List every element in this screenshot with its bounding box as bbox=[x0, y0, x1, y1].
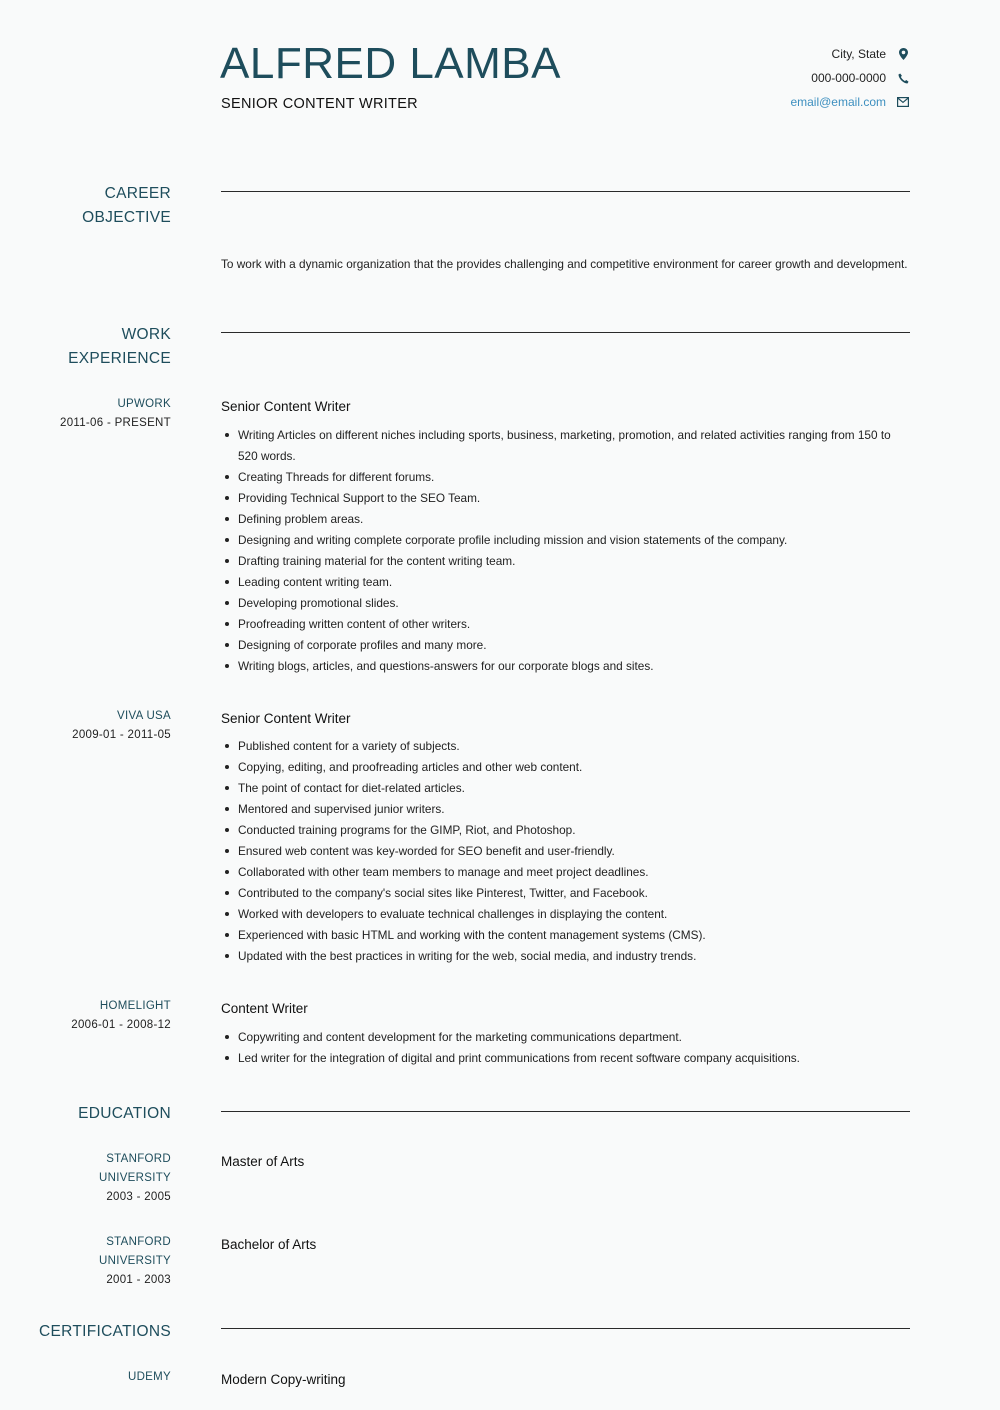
job-meta bbox=[0, 395, 171, 433]
education-dates: 2003 - 2005 bbox=[106, 1191, 171, 1203]
location-text: City, State bbox=[831, 47, 886, 61]
job-dates: 2006-01 - 2008-12 bbox=[71, 1019, 171, 1031]
job-bullet: Contributed to the company's social sites like Pinterest, Twitter, and Facebook. bbox=[238, 883, 911, 904]
phone-text: 000-000-0000 bbox=[811, 71, 886, 85]
job-bullet: The point of contact for diet-related articles. bbox=[238, 778, 911, 799]
certification-issuer: UDEMY bbox=[127, 1371, 171, 1383]
job-bullet: Leading content writing team. bbox=[238, 572, 911, 593]
job-bullet: Copywriting and content development for the marketing communications department. bbox=[238, 1027, 911, 1048]
job-bullet: Creating Threads for different forums. bbox=[238, 467, 911, 488]
career-objective-text: To work with a dynamic organization that the provides challenging and competitive environment for career growth and development. bbox=[221, 257, 908, 271]
job-bullet: Designing and writing complete corporate profile including mission and vision statements of the company. bbox=[238, 530, 911, 551]
job-bullet: Copying, editing, and proofreading articles and other web content. bbox=[238, 757, 911, 778]
school-name: STANFORD bbox=[106, 1153, 171, 1165]
company-name: VIVA USA bbox=[117, 710, 171, 722]
education-meta bbox=[0, 1233, 171, 1290]
degree-title: Master of Arts bbox=[221, 1154, 305, 1169]
job-dates: 2011-06 - PRESENT bbox=[60, 417, 171, 429]
section-title-line: CAREER bbox=[104, 185, 171, 202]
certification-name: Modern Copy-writing bbox=[221, 1372, 346, 1387]
job-bullet: Proofreading written content of other writers. bbox=[238, 614, 911, 635]
job-bullets bbox=[221, 1027, 911, 1069]
certification-entry bbox=[221, 1370, 911, 1390]
section-title-career-objective bbox=[0, 182, 171, 230]
degree-title: Bachelor of Arts bbox=[221, 1237, 317, 1252]
candidate-name: ALFRED LAMBA bbox=[220, 39, 561, 88]
certification-meta bbox=[0, 1368, 171, 1387]
phone-row bbox=[790, 66, 910, 90]
job-bullet: Published content for a variety of subjects. bbox=[238, 736, 911, 757]
section-divider bbox=[221, 332, 910, 333]
map-pin-icon bbox=[896, 48, 910, 60]
section-title-education: EDUCATION bbox=[78, 1105, 171, 1122]
job-title: Senior Content Writer bbox=[221, 711, 351, 726]
job-entry bbox=[221, 999, 911, 1069]
company-name: UPWORK bbox=[117, 398, 171, 410]
job-bullet: Led writer for the integration of digital and print communications from recent software company acquisitions. bbox=[238, 1048, 911, 1069]
job-bullet: Mentored and supervised junior writers. bbox=[238, 799, 911, 820]
job-bullet: Writing Articles on different niches including sports, business, marketing, promotion, and related activities ranging from 150 to 520 words. bbox=[238, 425, 911, 467]
section-divider bbox=[221, 1328, 910, 1329]
school-name: UNIVERSITY bbox=[98, 1172, 171, 1184]
job-bullet: Writing blogs, articles, and questions-answers for our corporate blogs and sites. bbox=[238, 656, 911, 677]
section-title-line: WORK bbox=[121, 326, 171, 343]
section-divider bbox=[221, 191, 910, 192]
company-name: HOMELIGHT bbox=[99, 1000, 171, 1012]
education-meta bbox=[0, 1150, 171, 1207]
candidate-headline: SENIOR CONTENT WRITER bbox=[221, 96, 418, 112]
job-entry bbox=[221, 709, 911, 967]
envelope-icon bbox=[896, 97, 910, 107]
section-divider bbox=[221, 1111, 910, 1112]
job-title: Senior Content Writer bbox=[221, 399, 351, 414]
job-entry bbox=[221, 397, 911, 677]
email-link[interactable]: email@email.com bbox=[790, 95, 886, 109]
job-bullet: Drafting training material for the content writing team. bbox=[238, 551, 911, 572]
section-title-line: EXPERIENCE bbox=[68, 350, 171, 367]
job-bullet: Collaborated with other team members to manage and meet project deadlines. bbox=[238, 862, 911, 883]
contact-block bbox=[790, 42, 910, 114]
phone-icon bbox=[896, 73, 910, 84]
job-bullets bbox=[221, 736, 911, 967]
job-dates: 2009-01 - 2011-05 bbox=[72, 729, 171, 741]
education-entry bbox=[221, 1152, 911, 1172]
section-title-work-experience bbox=[0, 323, 171, 371]
job-meta bbox=[0, 707, 171, 745]
education-entry bbox=[221, 1235, 911, 1255]
job-bullet: Experienced with basic HTML and working with the content management systems (CMS). bbox=[238, 925, 911, 946]
section-title-certifications: CERTIFICATIONS bbox=[39, 1323, 171, 1340]
career-objective-content bbox=[221, 254, 911, 275]
job-bullet: Conducted training programs for the GIMP, Riot, and Photoshop. bbox=[238, 820, 911, 841]
school-name: UNIVERSITY bbox=[98, 1255, 171, 1267]
job-bullet: Updated with the best practices in writing for the web, social media, and industry trends. bbox=[238, 946, 911, 967]
section-title-line: OBJECTIVE bbox=[82, 209, 171, 226]
job-bullet: Ensured web content was key-worded for SEO benefit and user-friendly. bbox=[238, 841, 911, 862]
location-row bbox=[790, 42, 910, 66]
email-row bbox=[790, 90, 910, 114]
job-bullet: Designing of corporate profiles and many more. bbox=[238, 635, 911, 656]
job-bullet: Worked with developers to evaluate technical challenges in displaying the content. bbox=[238, 904, 911, 925]
education-dates: 2001 - 2003 bbox=[106, 1274, 171, 1286]
job-bullets bbox=[221, 425, 911, 677]
job-bullet: Defining problem areas. bbox=[238, 509, 911, 530]
school-name: STANFORD bbox=[106, 1236, 171, 1248]
job-title: Content Writer bbox=[221, 1001, 308, 1016]
job-bullet: Developing promotional slides. bbox=[238, 593, 911, 614]
job-meta bbox=[0, 997, 171, 1035]
job-bullet: Providing Technical Support to the SEO Team. bbox=[238, 488, 911, 509]
